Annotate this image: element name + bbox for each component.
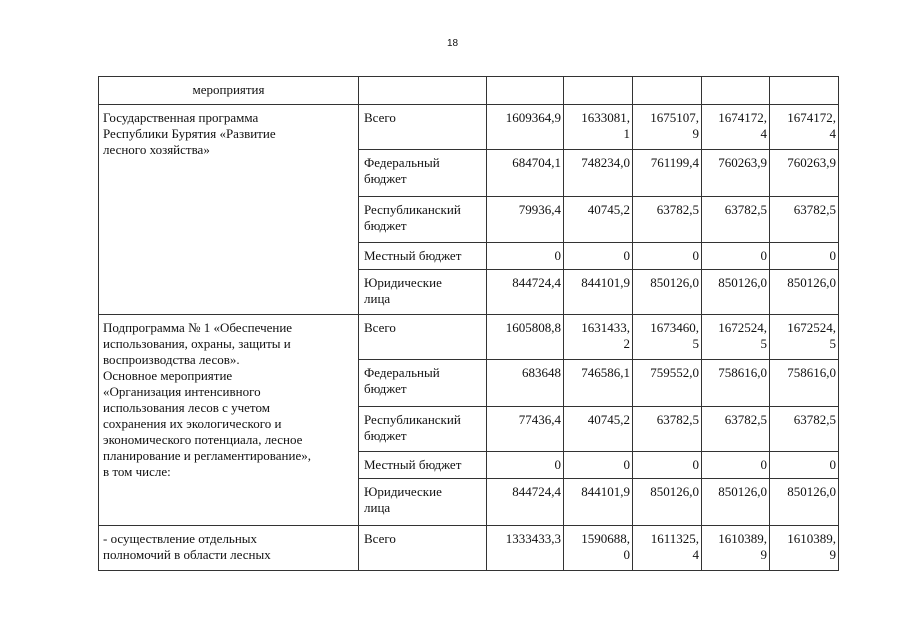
value-cell: 1675107, 9 <box>633 105 702 150</box>
value-cell: 0 <box>487 452 564 479</box>
value-cell: 850126,0 <box>770 270 839 315</box>
value-cell: 1633081, 1 <box>564 105 633 150</box>
value-cell: 63782,5 <box>770 197 839 243</box>
value-cell: 684704,1 <box>487 150 564 197</box>
value-cell: 63782,5 <box>702 197 770 243</box>
table-row <box>99 105 839 150</box>
value-cell: 683648 <box>487 360 564 407</box>
budget-table <box>98 76 839 571</box>
value-cell: 77436,4 <box>487 407 564 452</box>
value-cell: 850126,0 <box>702 270 770 315</box>
header-cell-empty <box>487 77 564 105</box>
funding-source-cell: Юридические лица <box>359 270 487 315</box>
value-cell: 0 <box>702 243 770 270</box>
funding-source-cell: Местный бюджет <box>359 452 487 479</box>
value-cell: 844724,4 <box>487 270 564 315</box>
funding-source-cell: Республиканский бюджет <box>359 407 487 452</box>
funding-source-cell: Всего <box>359 105 487 150</box>
funding-source-cell: Юридические лица <box>359 479 487 526</box>
value-cell: 40745,2 <box>564 197 633 243</box>
value-cell: 844724,4 <box>487 479 564 526</box>
funding-source-cell: Всего <box>359 526 487 571</box>
value-cell: 63782,5 <box>702 407 770 452</box>
value-cell: 1672524, 5 <box>702 315 770 360</box>
value-cell: 1609364,9 <box>487 105 564 150</box>
value-cell: 850126,0 <box>702 479 770 526</box>
page-number: 18 <box>446 38 459 49</box>
value-cell: 759552,0 <box>633 360 702 407</box>
header-cell-empty <box>702 77 770 105</box>
value-cell: 0 <box>633 243 702 270</box>
value-cell: 1631433, 2 <box>564 315 633 360</box>
value-cell: 1611325, 4 <box>633 526 702 571</box>
table-row <box>99 526 839 571</box>
value-cell: 0 <box>564 243 633 270</box>
table-row <box>99 315 839 360</box>
value-cell: 1610389, 9 <box>770 526 839 571</box>
funding-source-cell: Всего <box>359 315 487 360</box>
header-cell-empty <box>359 77 487 105</box>
value-cell: 758616,0 <box>770 360 839 407</box>
value-cell: 1333433,3 <box>487 526 564 571</box>
value-cell: 761199,4 <box>633 150 702 197</box>
value-cell: 63782,5 <box>633 197 702 243</box>
value-cell: 1590688, 0 <box>564 526 633 571</box>
value-cell: 1672524, 5 <box>770 315 839 360</box>
header-cell-empty <box>564 77 633 105</box>
value-cell: 850126,0 <box>633 270 702 315</box>
value-cell: 1673460, 5 <box>633 315 702 360</box>
header-cell-empty <box>633 77 702 105</box>
value-cell: 0 <box>633 452 702 479</box>
value-cell: 844101,9 <box>564 479 633 526</box>
value-cell: 758616,0 <box>702 360 770 407</box>
funding-source-cell: Местный бюджет <box>359 243 487 270</box>
value-cell: 1674172, 4 <box>702 105 770 150</box>
value-cell: 1605808,8 <box>487 315 564 360</box>
program-title-cell: Государственная программа Республики Бурятия «Развитие лесного хозяйства» <box>99 105 359 315</box>
value-cell: 748234,0 <box>564 150 633 197</box>
value-cell: 0 <box>770 452 839 479</box>
value-cell: 79936,4 <box>487 197 564 243</box>
value-cell: 850126,0 <box>770 479 839 526</box>
funding-source-cell: Федеральный бюджет <box>359 360 487 407</box>
value-cell: 746586,1 <box>564 360 633 407</box>
value-cell: 40745,2 <box>564 407 633 452</box>
value-cell: 63782,5 <box>770 407 839 452</box>
budget-table-body <box>99 77 839 571</box>
value-cell: 1674172, 4 <box>770 105 839 150</box>
table-header-row <box>99 77 839 105</box>
value-cell: 760263,9 <box>702 150 770 197</box>
subprogram-title-cell: Подпрограмма № 1 «Обеспечение использования, охраны, защиты и воспроизводства лесов». Основное мероприятие «Организация интенсивного использования лесов с учетом сохранения их экологического и экономического потенциала, лесное планирование и регламентирование», в том числе: <box>99 315 359 526</box>
header-cell-label: мероприятия <box>99 77 359 105</box>
value-cell: 0 <box>564 452 633 479</box>
funding-source-cell: Республиканский бюджет <box>359 197 487 243</box>
value-cell: 63782,5 <box>633 407 702 452</box>
value-cell: 0 <box>702 452 770 479</box>
value-cell: 1610389, 9 <box>702 526 770 571</box>
value-cell: 850126,0 <box>633 479 702 526</box>
header-cell-empty <box>770 77 839 105</box>
funding-source-cell: Федеральный бюджет <box>359 150 487 197</box>
value-cell: 0 <box>487 243 564 270</box>
value-cell: 844101,9 <box>564 270 633 315</box>
value-cell: 0 <box>770 243 839 270</box>
activity-title-cell: - осуществление отдельных полномочий в области лесных <box>99 526 359 571</box>
value-cell: 760263,9 <box>770 150 839 197</box>
